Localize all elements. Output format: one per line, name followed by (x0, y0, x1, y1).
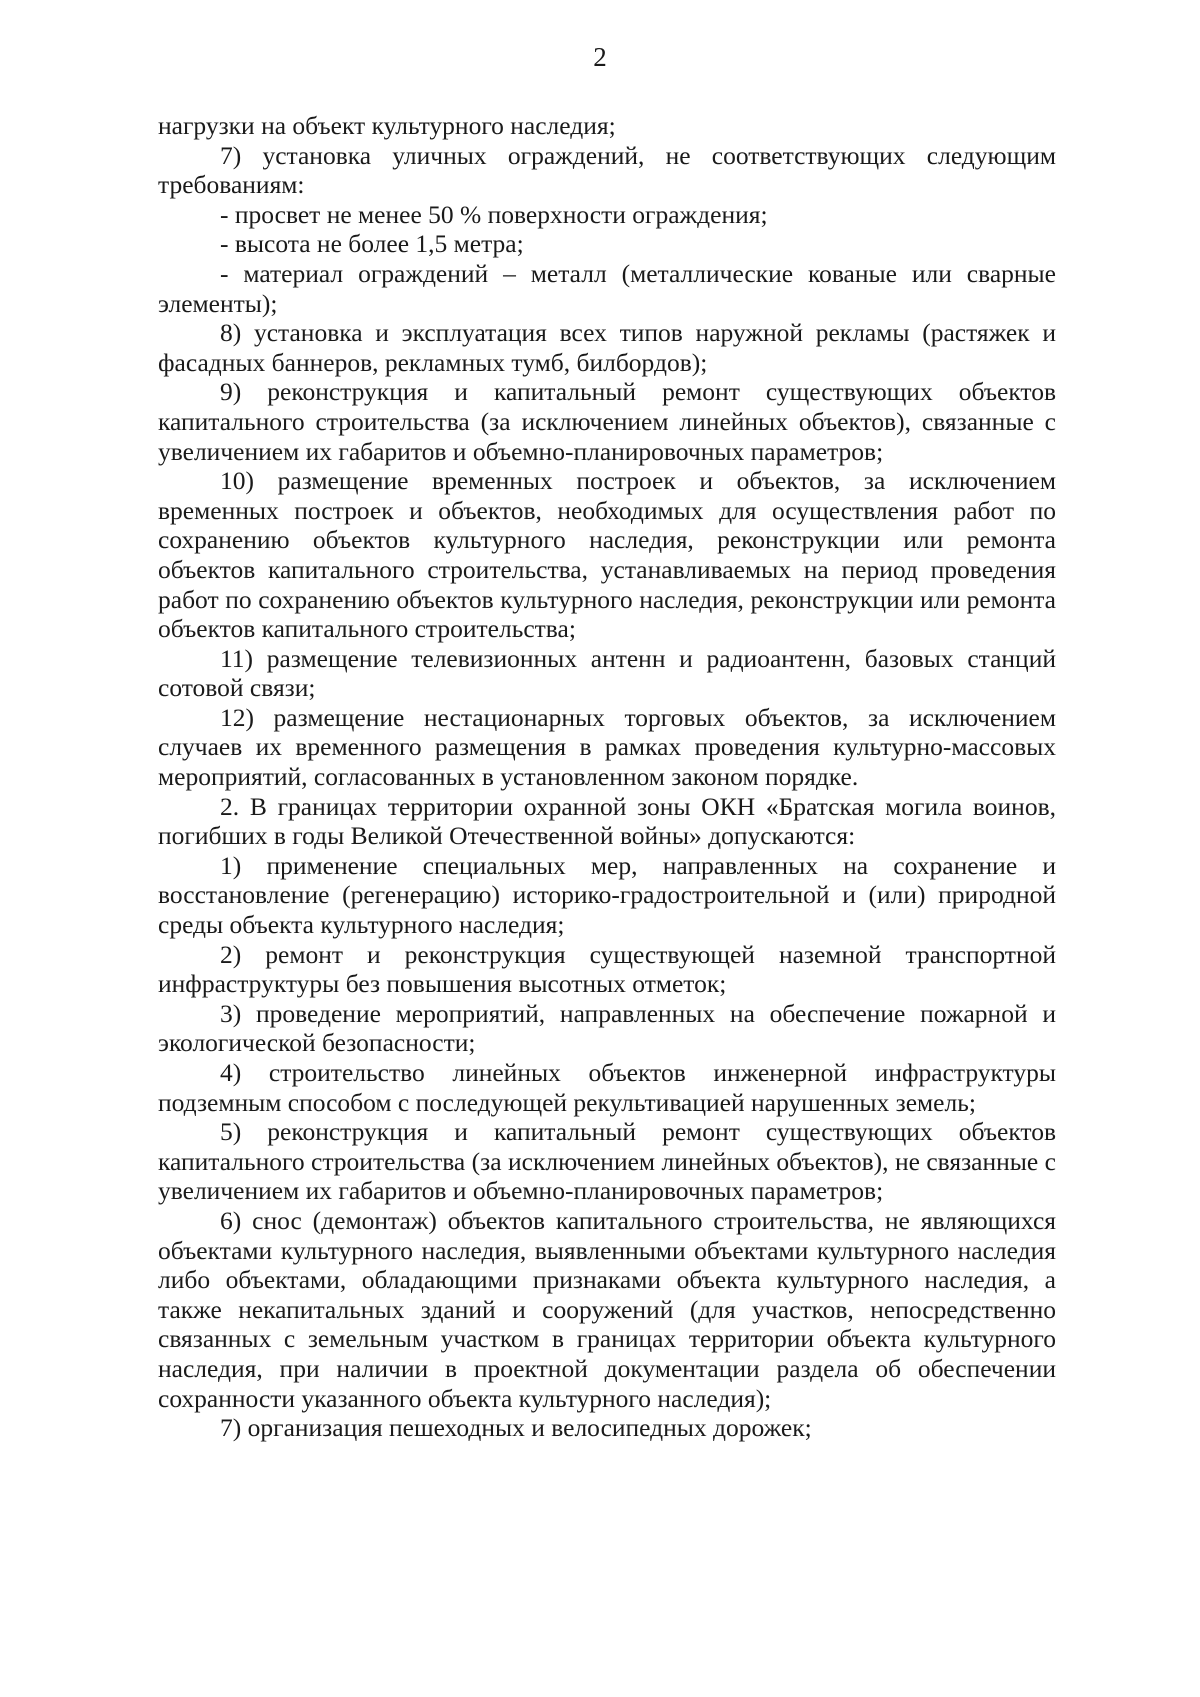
paragraph-continuation: нагрузки на объект культурного наследия; (158, 111, 616, 140)
list-item-9-reconstruction: 9) реконструкция и капитальный ремонт существующих объектов капитального строительства (за исключением линейных объектов), связанные с увеличением их габаритов и объемно-планировочных параметров; (158, 377, 1056, 466)
fence-requirement-material: - материал ограждений – металл (металлические кованые или сварные элементы); (158, 258, 1056, 318)
allowed-item-6: 6) снос (демонтаж) объектов капитального строительства, не являющихся объектами культурного наследия, выявленными объектами культурного наследия либо объектами, обладающими признаками объекта культурного наследия, а также некапитальных зданий и сооружений (для участков, непосредственно связанных с земельным участком в границах территории объекта культурного наследия, при наличии в проектной документации раздела об обеспечении сохранности указанного объекта культурного наследия); (158, 1205, 1056, 1413)
list-item-11-antennas: 11) размещение телевизионных антенн и радиоантенн, базовых станций сотовой связи; (158, 643, 1056, 703)
list-item-12-trade-objects: 12) размещение нестационарных торговых объектов, за исключением случаев их временного размещения в рамках проведения культурно-массовых мероприятий, согласованных в установленном законом порядке. (158, 702, 1056, 792)
allowed-item-5: 5) реконструкция и капитальный ремонт существующих объектов капитального строительства (за исключением линейных объектов), не связанные с увеличением их габаритов и объемно-планировочных параметров; (158, 1117, 1056, 1206)
allowed-item-3: 3) проведение мероприятий, направленных на обеспечение пожарной и экологической безопасности; (158, 998, 1056, 1058)
allowed-item-1: 1) применение специальных мер, направленных на сохранение и восстановление (регенерацию) историко-градостроительной и (или) природной среды объекта культурного наследия; (158, 850, 1056, 940)
fence-requirement-clearance: - просвет не менее 50 % поверхности ограждения; (220, 199, 768, 229)
allowed-item-7: 7) организация пешеходных и велосипедных дорожек; (220, 1413, 812, 1443)
list-item-10-temporary-buildings: 10) размещение временных построек и объектов, за исключением временных построек и объектов, необходимых для осуществления работ по сохранению объектов культурного наследия, реконструкции или ремонта объектов капитального строительства, устанавливаемых на период проведения работ по сохранению объектов культурного наследия, реконструкции или ремонта объектов капитального строительства; (158, 466, 1056, 644)
document-body (158, 111, 1056, 1443)
allowed-item-2: 2) ремонт и реконструкция существующей наземной транспортной инфраструктуры без повышения высотных отметок; (158, 939, 1056, 999)
section-2-heading: 2. В границах территории охранной зоны ОКН «Братская могила воинов, погибших в годы Великой Отечественной войны» допускаются: (158, 791, 1056, 851)
fence-requirement-height: - высота не более 1,5 метра; (220, 229, 524, 259)
page-number: 2 (593, 42, 607, 72)
list-item-7-fences: 7) установка уличных ограждений, не соответствующих следующим требованиям: (158, 140, 1056, 200)
allowed-item-4: 4) строительство линейных объектов инженерной инфраструктуры подземным способом с последующей рекультивацией нарушенных земель; (158, 1058, 1056, 1117)
list-item-8-advertising: 8) установка и эксплуатация всех типов наружной рекламы (растяжек и фасадных баннеров, рекламных тумб, билбордов); (158, 318, 1056, 377)
